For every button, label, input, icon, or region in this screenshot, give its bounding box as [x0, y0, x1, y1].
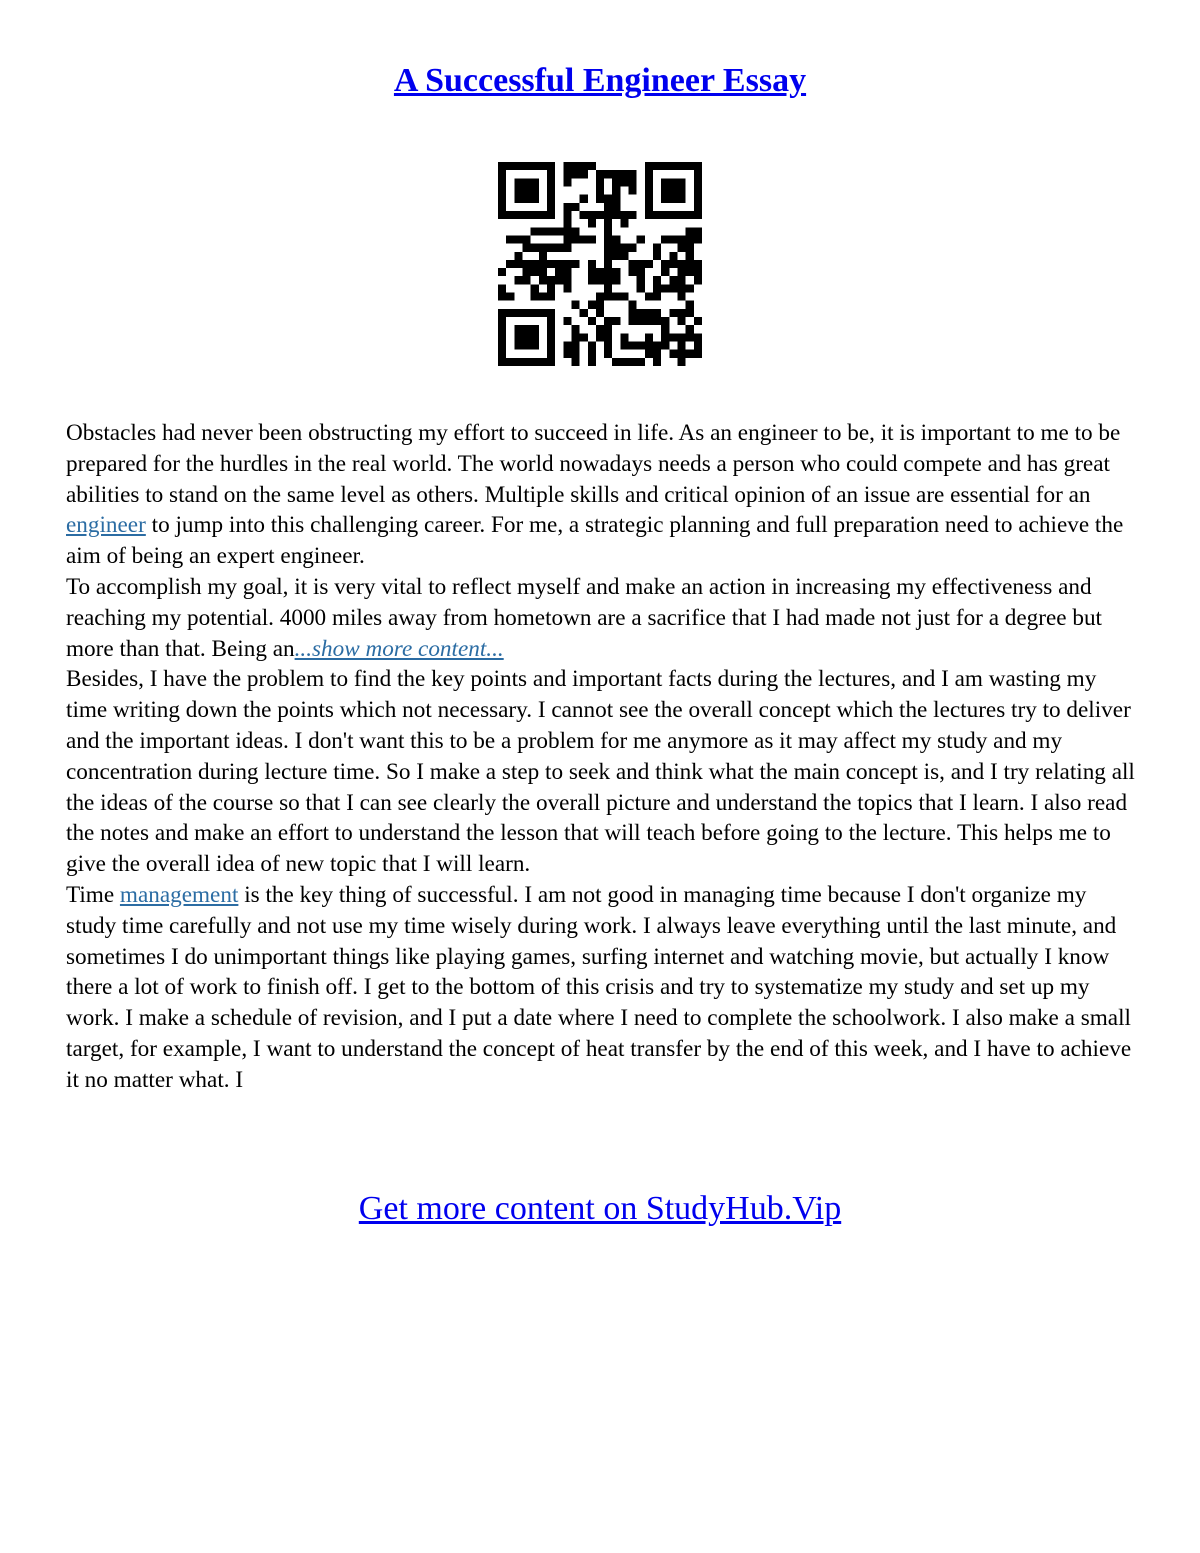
title-link[interactable]: A Successful Engineer Essay — [393, 62, 807, 99]
show-more-link[interactable]: ...show more content... — [294, 635, 504, 662]
engineer-link[interactable]: engineer — [66, 512, 146, 539]
paragraph-3: Besides, I have the problem to find the key points and important facts during the lectures, and I am wasting my time writing down the points which not necessary. I cannot see the overall concept which the lectures try to deliver and the important ideas. I don't want this to be a problem for me anymore as it may affect my study and my concentration during lecture time. So I make a step to seek and think what the main concept is, and I try relating all the ideas of the course so that I can see clearly the overall picture and understand the topics that I learn. I also read the notes and make an effort to understand the lesson that will teach before going to the lecture. This helps me to give the overall idea of new topic that I will learn. — [66, 666, 1135, 878]
essay-body — [66, 418, 1138, 1096]
qr-code-icon — [498, 162, 702, 366]
page-title — [0, 62, 1200, 100]
paragraph-1: Obstacles had never been obstructing my effort to succeed in life. As an engineer to be, it is important to me to be prepared for the hurdles in the real world. The world nowadays needs a person who could compete and has great abilities to stand on the same level as others. Multiple skills and critical opinion of an issue are essential for an engineer to jump into this challenging career. For me, a strategic planning and full preparation need to achieve the aim of being an expert engineer. — [66, 420, 1124, 570]
footer — [0, 1190, 1200, 1228]
footer-link[interactable]: Get more content on StudyHub.Vip — [358, 1190, 842, 1227]
management-link[interactable]: management — [119, 881, 239, 908]
paragraph-4: Time management is the key thing of successful. I am not good in managing time because I don't organize my study time carefully and not use my time wisely during work. I always leave everything until the last minute, and sometimes I do unimportant things like playing games, surfing internet and watching movie, but actually I know there a lot of work to finish off. I get to the bottom of this crisis and try to systematize my study and set up my work. I make a schedule of revision, and I put a date where I need to complete the schoolwork. I also make a small target, for example, I want to understand the concept of heat transfer by the end of this week, and I have to achieve it no matter what. I — [66, 881, 1132, 1093]
paragraph-2: To accomplish my goal, it is very vital to reflect myself and make an action in increasing my effectiveness and reaching my potential. 4000 miles away from hometown are a sacrifice that I had made not just for a degree but more than that. Being an...show more content... — [66, 573, 1102, 662]
